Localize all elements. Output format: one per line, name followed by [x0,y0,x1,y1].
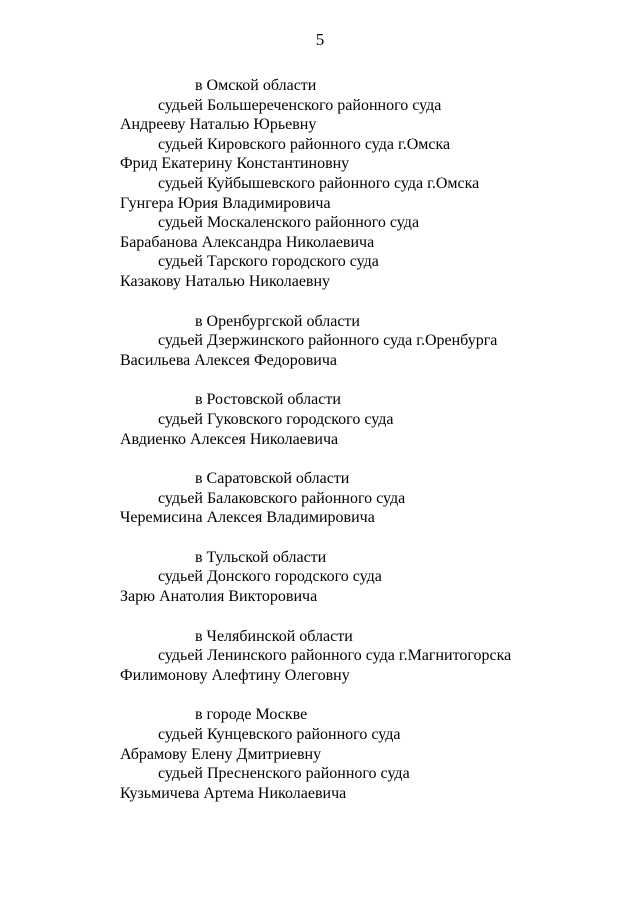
region-heading: в Тульской области [195,548,327,566]
section-tula [0,548,640,607]
person-name: Авдиенко Алексея Николаевича [120,430,339,448]
document-body [0,76,640,823]
person-name: Андрееву Наталью Юрьевну [120,116,317,134]
section-chelyabinsk [0,627,640,686]
region-heading: в Саратовской области [195,470,350,488]
region-heading: в Челябинской области [195,627,353,645]
section-saratov [0,469,640,528]
person-name: Васильева Алексея Федоровича [120,351,337,369]
court-line: судьей Кунцевского районного суда [158,726,401,744]
page-number: 5 [315,30,325,49]
court-line: судьей Дзержинского районного суда г.Оренбурга [158,332,498,350]
section-rostov [0,390,640,449]
section-moscow [0,705,640,803]
section-omsk [0,76,640,292]
court-line: судьей Большереченского районного суда [158,96,442,114]
region-heading: в городе Москве [195,706,308,724]
region-heading: в Омской области [195,77,317,94]
court-line: судьей Балаковского районного суда [158,489,406,507]
court-line: судьей Тарского городского суда [158,253,379,271]
person-name: Гунгера Юрия Владимировича [120,194,331,212]
court-line: судьей Москаленского районного суда [158,214,420,232]
region-heading: в Оренбургской области [195,312,360,330]
person-name: Зарю Анатолия Викторовича [120,588,318,606]
court-line: судьей Кировского районного суда г.Омска [158,135,451,153]
person-name: Абрамову Елену Дмитриевну [120,745,322,763]
court-line: судьей Пресненского районного суда [158,765,410,783]
court-line: судьей Донского городского суда [158,568,382,586]
court-line: судьей Куйбышевского районного суда г.Омска [158,174,480,192]
person-name: Казакову Наталью Николаевну [120,272,331,290]
person-name: Филимонову Алефтину Олеговну [120,666,350,684]
person-name: Фрид Екатерину Константиновну [120,155,350,173]
region-heading: в Ростовской области [195,391,341,409]
person-name: Черемисина Алексея Владимировича [120,509,375,527]
court-line: судьей Ленинского районного суда г.Магнитогорска [158,647,512,665]
person-name: Кузьмичева Артема Николаевича [120,784,347,802]
court-line: судьей Гуковского городского суда [158,410,394,428]
section-orenburg [0,312,640,371]
person-name: Барабанова Александра Николаевича [120,233,375,251]
